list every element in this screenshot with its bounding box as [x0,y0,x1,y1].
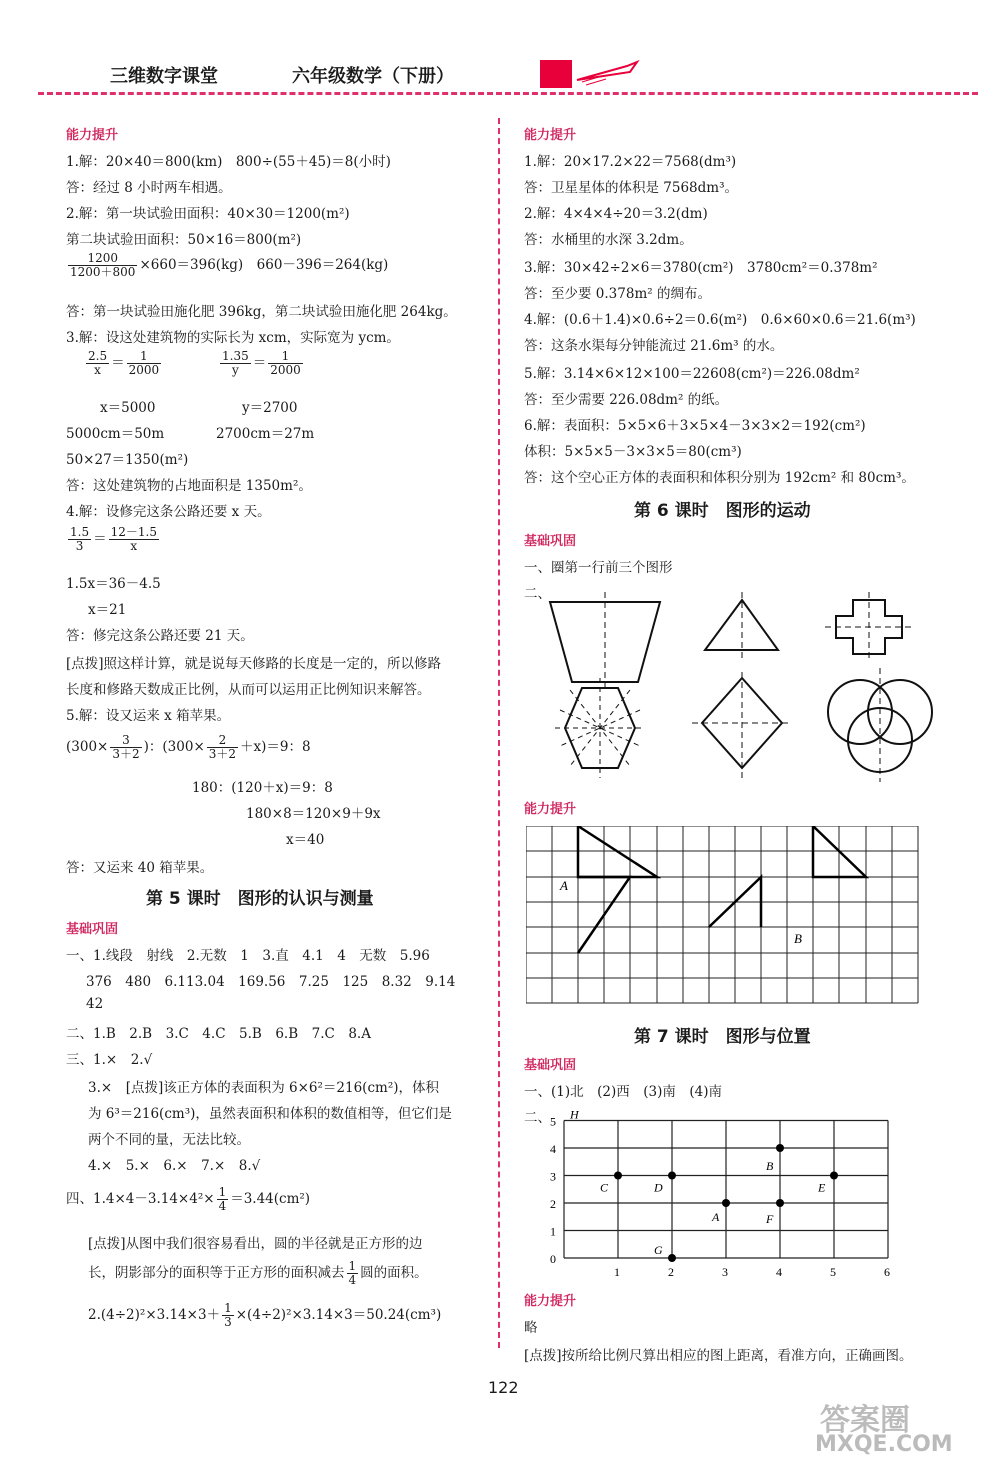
text-line: 长度和修路天数成正比例，从而可以运用正比例知识来解答。 [66,682,431,698]
text-line: 答：修完这条公路还要 21 天。 [66,628,254,644]
text-line: x＝5000 [100,400,156,416]
text-line: 答：卫星星体的体积是 7568dm³。 [524,180,739,196]
series-title: 三维数字课堂 [110,66,218,87]
text-line: 答：经过 8 小时两车相遇。 [66,180,232,196]
section-heading: 能力提升 [524,1294,577,1309]
x-tick-label: 1 [614,1265,620,1279]
point-label-h: H [570,1108,579,1122]
watermark-logo: 答案圈 [820,1403,910,1438]
equation: 四、1.4×4－3.14×4²× $\frac{1}{4}$ ＝3.44(cm²) [66,1185,311,1213]
point-f [776,1199,784,1207]
grid-label-a: A [560,878,568,893]
text-line: 答：水桶里的水深 3.2dm。 [524,232,693,248]
y-tick-label: 1 [550,1224,556,1239]
section-heading: 能力提升 [524,128,577,143]
text-line: 答：至少需要 226.08dm² 的纸。 [524,392,729,408]
header-decoration [540,60,572,88]
text-line: y＝2700 [242,400,298,416]
text-line: 答：至少要 0.378m² 的绸布。 [524,286,711,302]
point-label-e: E [818,1180,826,1195]
point-d [668,1172,676,1180]
text-line: 一、1.线段 射线 2.无数 1 3.直 4.1 4 无数 5.96 [66,948,430,964]
lesson-title: 第 5 课时 图形的认识与测量 [146,889,374,909]
equation: $\frac{1.5}{3}$ ＝ $\frac{12-1.5}{x}$ [70,525,157,553]
section-heading: 能力提升 [66,128,119,143]
book-title: 六年级数学（下册） [292,66,454,87]
fraction-line: $\frac{1200}{1200+800}$ ×660＝396(kg) 660－396＝264(kg) [70,251,389,279]
point-b [776,1144,784,1152]
text-line: 答：第一块试验田施化肥 396kg，第二块试验田施化肥 264kg。 [66,304,457,320]
text-line: 1.解：20×40＝800(km) 800÷(55＋45)＝8(小时) [66,154,391,170]
point-label-c: C [600,1180,609,1195]
text-line: 42 [86,996,104,1012]
text-line: 4.解：设修完这条公路还要 x 天。 [66,504,271,520]
text-line: 5000cm＝50m [66,426,165,442]
section-heading: 能力提升 [524,802,577,817]
text-line: 4.× 5.× 6.× 7.× 8.√ [88,1158,261,1174]
text-line: 5.解：设又运来 x 箱苹果。 [66,708,231,724]
text-line: 2700cm＝27m [216,426,315,442]
x-tick-label: 4 [776,1265,782,1279]
text-line: 3.× [点拨]该正方体的表面积为 6×6²＝216(cm²)，体积 [88,1080,439,1096]
text-line: 一、(1)北 (2)西 (3)南 (4)南 [524,1084,722,1100]
text-line: 50×27＝1350(m²) [66,452,189,468]
point-label-f: F [766,1212,774,1226]
symmetry-figures [520,590,990,790]
x-tick-label: 6 [884,1265,890,1279]
text-line: 第二块试验田面积：50×16＝800(m²) [66,232,302,248]
section-heading: 基础巩固 [524,534,577,549]
text-line: 体积：5×5×5－3×3×5＝80(cm³) [524,444,742,460]
point-label-d: D [654,1180,663,1195]
x-tick-label: 5 [830,1265,836,1279]
text-line: 180×8＝120×9＋9x [246,806,381,822]
text-line: 180：(120＋x)＝9：8 [192,780,333,796]
text-line: [点拨]按所给比例尺算出相应的图上距离，看准方向，正确画图。 [524,1348,913,1364]
y-tick-label: 3 [550,1169,556,1184]
lesson-title: 第 7 课时 图形与位置 [634,1027,811,1047]
equation: 2.(4÷2)²×3.14×3＋ $\frac{1}{3}$ ×(4÷2)²×3.14×3＝50.24(cm³) [88,1301,442,1329]
text-line: 答：又运来 40 箱苹果。 [66,860,214,876]
trapezoid-figure [550,592,660,692]
text-line: 3.解：设这处建筑物的实际长为 xcm，实际宽为 ycm。 [66,330,400,346]
x-tick-label: 3 [722,1265,728,1279]
text-line: 三、1.× 2.√ [66,1052,153,1068]
point-a [722,1199,730,1207]
point-label-b: B [766,1159,774,1173]
text-line: 2.解：第一块试验田面积：40×30＝1200(m²) [66,206,350,222]
point-label-g: G [654,1243,663,1257]
y-tick-label: 4 [550,1142,556,1156]
x-tick-label: 2 [668,1265,674,1279]
section-heading: 基础巩固 [66,922,119,937]
text-line: 2.解：4×4×4÷20＝3.2(dm) [524,206,708,222]
y-tick-label: 0 [550,1252,556,1266]
three-circles-figure [828,668,932,782]
text-line: 5.解：3.14×6×12×100＝22608(cm²)＝226.08dm² [524,366,860,382]
header-divider [38,92,978,95]
text-line: 二、 [524,1110,551,1126]
coordinate-grid [548,1108,898,1280]
text-line: 6.解：表面积：5×5×6＋3×5×4－3×3×2＝192(cm²) [524,418,866,434]
column-divider [498,118,500,1348]
y-tick-label: 2 [550,1197,556,1211]
text-line: 答：这条水渠每分钟能流过 21.6m³ 的水。 [524,338,784,354]
text-line: 略 [524,1320,538,1336]
hexagon-figure [555,678,645,778]
text-line: 376 480 6.113.04 169.56 7.25 125 8.32 9.14 [86,974,456,990]
text-line: 1.5x＝36－4.5 [66,576,161,592]
section-heading: 基础巩固 [524,1058,577,1073]
y-tick-label: 5 [550,1114,556,1129]
text-line: 长，阴影部分的面积等于正方形的面积减去 $\frac{1}{4}$ 圆的面积。 [88,1259,428,1287]
text-line: [点拨]从图中我们很容易看出，圆的半径就是正方形的边 [88,1236,423,1252]
text-line: [点拨]照这样计算，就是说每天修路的长度是一定的，所以修路 [66,656,442,672]
rocket-icon [572,58,642,88]
watermark-url: MXQE.COM [815,1432,953,1457]
text-line: 二、1.B 2.B 3.C 4.C 5.B 6.B 7.C 8.A [66,1026,371,1042]
text-line: 3.解：30×42÷2×6＝3780(cm²) 3780cm²＝0.378m² [524,260,878,276]
text-line: 两个不同的量，无法比较。 [88,1132,250,1148]
equation: $\frac{2.5}{x}$ ＝ $\frac{1}{2000}$ [88,349,160,377]
text-line: 答：这处建筑物的占地面积是 1350m²。 [66,478,312,494]
rhombus-figure [692,672,792,780]
text-line: 为 6³＝216(cm³)，虽然表面积和体积的数值相等，但它们是 [88,1106,452,1122]
grid-label-b: B [794,931,802,946]
lesson-title: 第 6 课时 图形的运动 [634,501,811,521]
point-g [668,1254,676,1262]
text-line: 二、 [524,586,551,602]
page-number: 122 [488,1378,519,1397]
equation: (300× $\frac{3}{3+2}$ )：(300× $\frac{2}{3+2}$ ＋x)＝9：8 [66,733,311,761]
point-c [614,1172,622,1180]
text-line: x＝40 [286,832,325,848]
equation: $\frac{1.35}{y}$ ＝ $\frac{1}{2000}$ [222,349,301,377]
translation-grid [526,826,922,1006]
triangle-figure [705,592,778,662]
fraction: $\frac{1200}{1200+800}$ [70,251,136,279]
text-line: 答：这个空心正方体的表面积和体积分别为 192cm² 和 80cm³。 [524,470,915,486]
text-line: 1.解：20×17.2×22＝7568(dm³) [524,154,737,170]
point-e [830,1172,838,1180]
text-line: 一、圈第一行前三个图形 [524,560,673,576]
text-line: x＝21 [88,602,127,618]
point-label-a: A [712,1210,720,1224]
cross-figure [825,592,915,662]
text-line: 4.解：(0.6＋1.4)×0.6÷2＝0.6(m²) 0.6×60×0.6＝21.6(m³) [524,312,916,328]
